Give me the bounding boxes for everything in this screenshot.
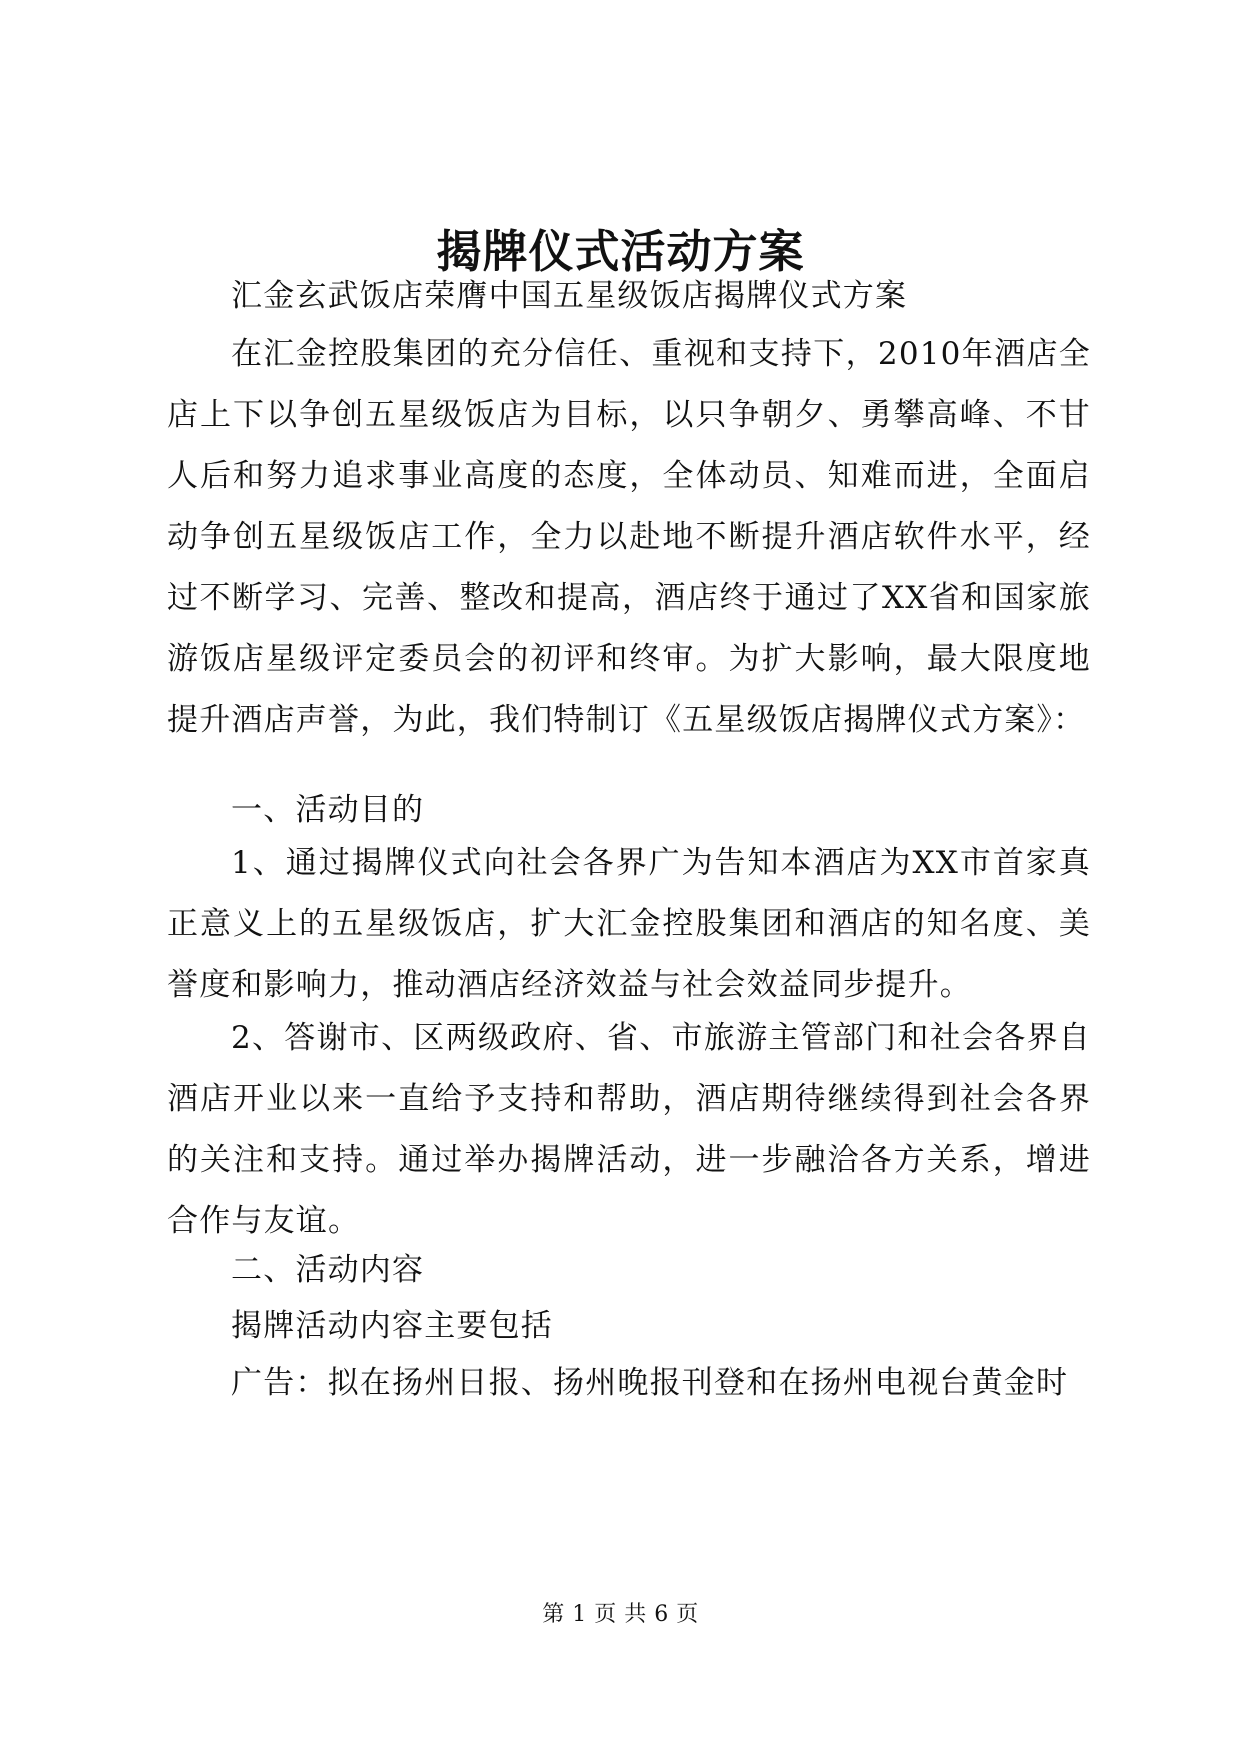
document-title: 揭牌仪式活动方案 [436,225,805,278]
subtitle-paragraph: 汇金玄武饭店荣膺中国五星级饭店揭牌仪式方案 [231,278,908,314]
intro-paragraph: 在汇金控股集团的充分信任、重视和支持下，2010年酒店全店上下以争创五星级饭店为目标，以只争朝夕、勇攀高峰、不甘人后和努力追求事业高度的态度，全体动员、知难而进，全面启动争创五星级饭店工作，全力以赴地不断提升酒店软件水平，经过不断学习、完善、整改和提高，酒店终于通过了XX省和国家旅游饭店星级评定委员会的初评和终审。为扩大影响，最大限度地提升酒店声誉，为此，我们特制订《五星级饭店揭牌仪式方案》： [167,336,1091,738]
section-heading-purpose: 一、活动目的 [231,792,425,828]
advertising-paragraph: 广告：拟在扬州日报、扬州晚报刊登和在扬州电视台黄金时 [231,1365,1069,1401]
purpose-item-2: 2、答谢市、区两级政府、省、市旅游主管部门和社会各界自酒店开业以来一直给予支持和帮助，酒店期待继续得到社会各界的关注和支持。通过举办揭牌活动，进一步融洽各方关系，增进合作与友谊。 [167,1020,1091,1239]
purpose-item-1: 1、通过揭牌仪式向社会各界广为告知本酒店为XX市首家真正意义上的五星级饭店，扩大汇金控股集团和酒店的知名度、美誉度和影响力，推动酒店经济效益与社会效益同步提升。 [167,845,1091,1003]
content-intro-paragraph: 揭牌活动内容主要包括 [231,1308,553,1344]
page-footer: 第 1 页 共 6 页 [542,1602,699,1627]
section-heading-content: 二、活动内容 [231,1252,425,1288]
